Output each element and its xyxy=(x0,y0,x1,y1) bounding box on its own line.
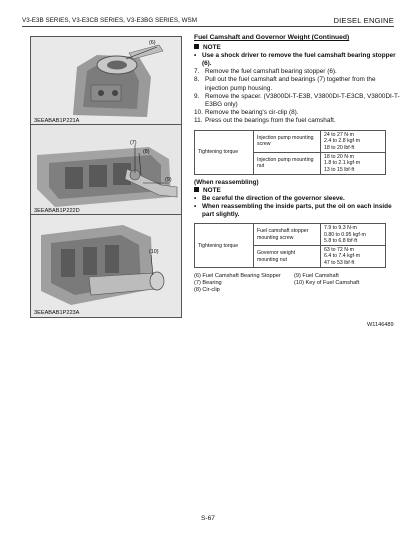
note-1-text: Use a shock driver to remove the fuel camshaft bearing stopper (6). xyxy=(202,52,396,68)
callout-8: (8) xyxy=(143,149,150,155)
content-column xyxy=(194,34,400,294)
step-7 xyxy=(194,68,400,76)
torque-item: Injection pump mounting screw xyxy=(254,131,321,153)
figure-1 xyxy=(30,36,182,126)
legend-item: (8) Cir-clip xyxy=(194,287,220,294)
figure-3-caption: 3EEABAB1P223A xyxy=(34,310,80,316)
callout-6: (6) xyxy=(149,40,156,46)
step-10-text: Remove the bearing's cir-clip (8). xyxy=(205,108,299,116)
torque-table-1 xyxy=(194,130,386,175)
bullet-icon: • xyxy=(194,52,197,60)
torque-value: 63 to 72 N·m xyxy=(324,247,354,254)
series-title: V3-E3B SERIES, V3-E3CB SERIES, V3-E3BG SERIES, WSM xyxy=(22,17,197,24)
torque-value: 5.8 to 6.8 lbf·ft xyxy=(324,237,358,244)
note-2b xyxy=(194,203,400,219)
legend-item: (9) Fuel Camshaft xyxy=(294,273,339,280)
parts-legend xyxy=(194,273,359,294)
callout-10: (10) xyxy=(149,249,159,255)
figure-2-caption: 3EEABAB1P222D xyxy=(34,208,80,214)
page-number: S-67 xyxy=(201,515,215,522)
figure-3-photo xyxy=(31,215,181,317)
step-8 xyxy=(194,76,400,92)
torque-value: 0.80 to 0.95 kgf·m xyxy=(324,231,366,238)
figure-1-caption: 3EEABAB1P221A xyxy=(34,118,80,124)
torque-value: 13 to 15 lbf·ft xyxy=(324,166,355,173)
bullet-icon: • xyxy=(194,203,197,211)
legend-item: (7) Bearing xyxy=(194,280,222,287)
torque-value: 47 to 53 lbf·ft xyxy=(324,259,355,266)
torque-value: 18 to 20 lbf·ft xyxy=(324,144,355,151)
torque-table-2 xyxy=(194,223,386,268)
step-7-num: 7. xyxy=(194,68,200,76)
legend-item: (6) Fuel Camshaft Bearing Stopper xyxy=(194,273,281,280)
note-2b-text: When reassembling the inside parts, put the oil on each inside part slightly. xyxy=(202,203,392,219)
step-7-text: Remove the fuel camshaft bearing stopper (6). xyxy=(205,68,337,76)
note-2a-text: Be careful the direction of the governor sleeve. xyxy=(202,195,345,202)
figure-1-photo xyxy=(31,37,181,125)
section-title: DIESEL ENGINE xyxy=(333,16,394,25)
torque-values xyxy=(321,152,386,174)
step-8-text: Pull out the fuel camshaft and bearings (7) together from the injection pump housing. xyxy=(205,76,376,92)
torque-values xyxy=(321,131,386,153)
reference-code: W1146489 xyxy=(367,322,394,328)
callout-9: (9) xyxy=(165,177,172,183)
step-11-text: Press out the bearings from the fuel camshaft. xyxy=(205,116,336,124)
legend-item: (10) Key of Fuel Camshaft xyxy=(294,280,360,287)
step-9-text: Remove the spacer. (V3800DI-T-E3B, V3800DI-T-E3CB, V3800DI-T-E3BG only) xyxy=(205,92,400,108)
note-heading-1 xyxy=(194,44,400,52)
bullet-icon: • xyxy=(194,195,197,202)
torque-value: 1.8 to 2.1 kgf·m xyxy=(324,160,361,167)
reassembling-heading: (When reassembling) xyxy=(194,178,259,186)
torque-values xyxy=(321,246,386,268)
note-square-icon xyxy=(194,44,199,49)
torque-label-1: Tightening torque xyxy=(195,131,254,175)
section-heading: Fuel Camshaft and Governor Weight (Continued) xyxy=(194,34,350,41)
torque-values xyxy=(321,224,386,246)
step-10 xyxy=(194,109,400,117)
step-10-num: 10. xyxy=(194,108,203,116)
torque-value: 7.9 to 9.3 N·m xyxy=(324,225,357,232)
note-label-1: NOTE xyxy=(203,44,221,52)
step-11-num: 11. xyxy=(194,116,203,124)
legend-item xyxy=(294,287,359,294)
page-header xyxy=(22,14,394,27)
torque-value: 6.4 to 7.4 kgf·m xyxy=(324,253,361,260)
callout-7: (7) xyxy=(130,140,137,146)
torque-label-2: Tightening torque xyxy=(195,224,254,268)
torque-value: 2.4 to 2.8 kgf·m xyxy=(324,138,361,145)
note-label-2: NOTE xyxy=(203,186,221,194)
note-square-icon xyxy=(194,187,199,192)
step-9-num: 9. xyxy=(194,92,200,100)
figure-3 xyxy=(30,214,182,318)
torque-value: 24 to 27 N·m xyxy=(324,132,354,139)
step-11 xyxy=(194,117,400,125)
figure-2 xyxy=(30,124,182,216)
torque-item: Fuel camshaft stopper mounting screw xyxy=(254,224,321,246)
note-1 xyxy=(194,52,400,68)
torque-value: 18 to 20 N·m xyxy=(324,153,354,160)
figure-2-photo xyxy=(31,125,181,215)
step-8-num: 8. xyxy=(194,76,200,84)
torque-item: Injection pump mounting nut xyxy=(254,152,321,174)
note-heading-2 xyxy=(194,187,400,195)
torque-item: Governor weight mounting nut xyxy=(254,246,321,268)
step-9 xyxy=(194,93,400,109)
note-2a xyxy=(194,195,400,203)
